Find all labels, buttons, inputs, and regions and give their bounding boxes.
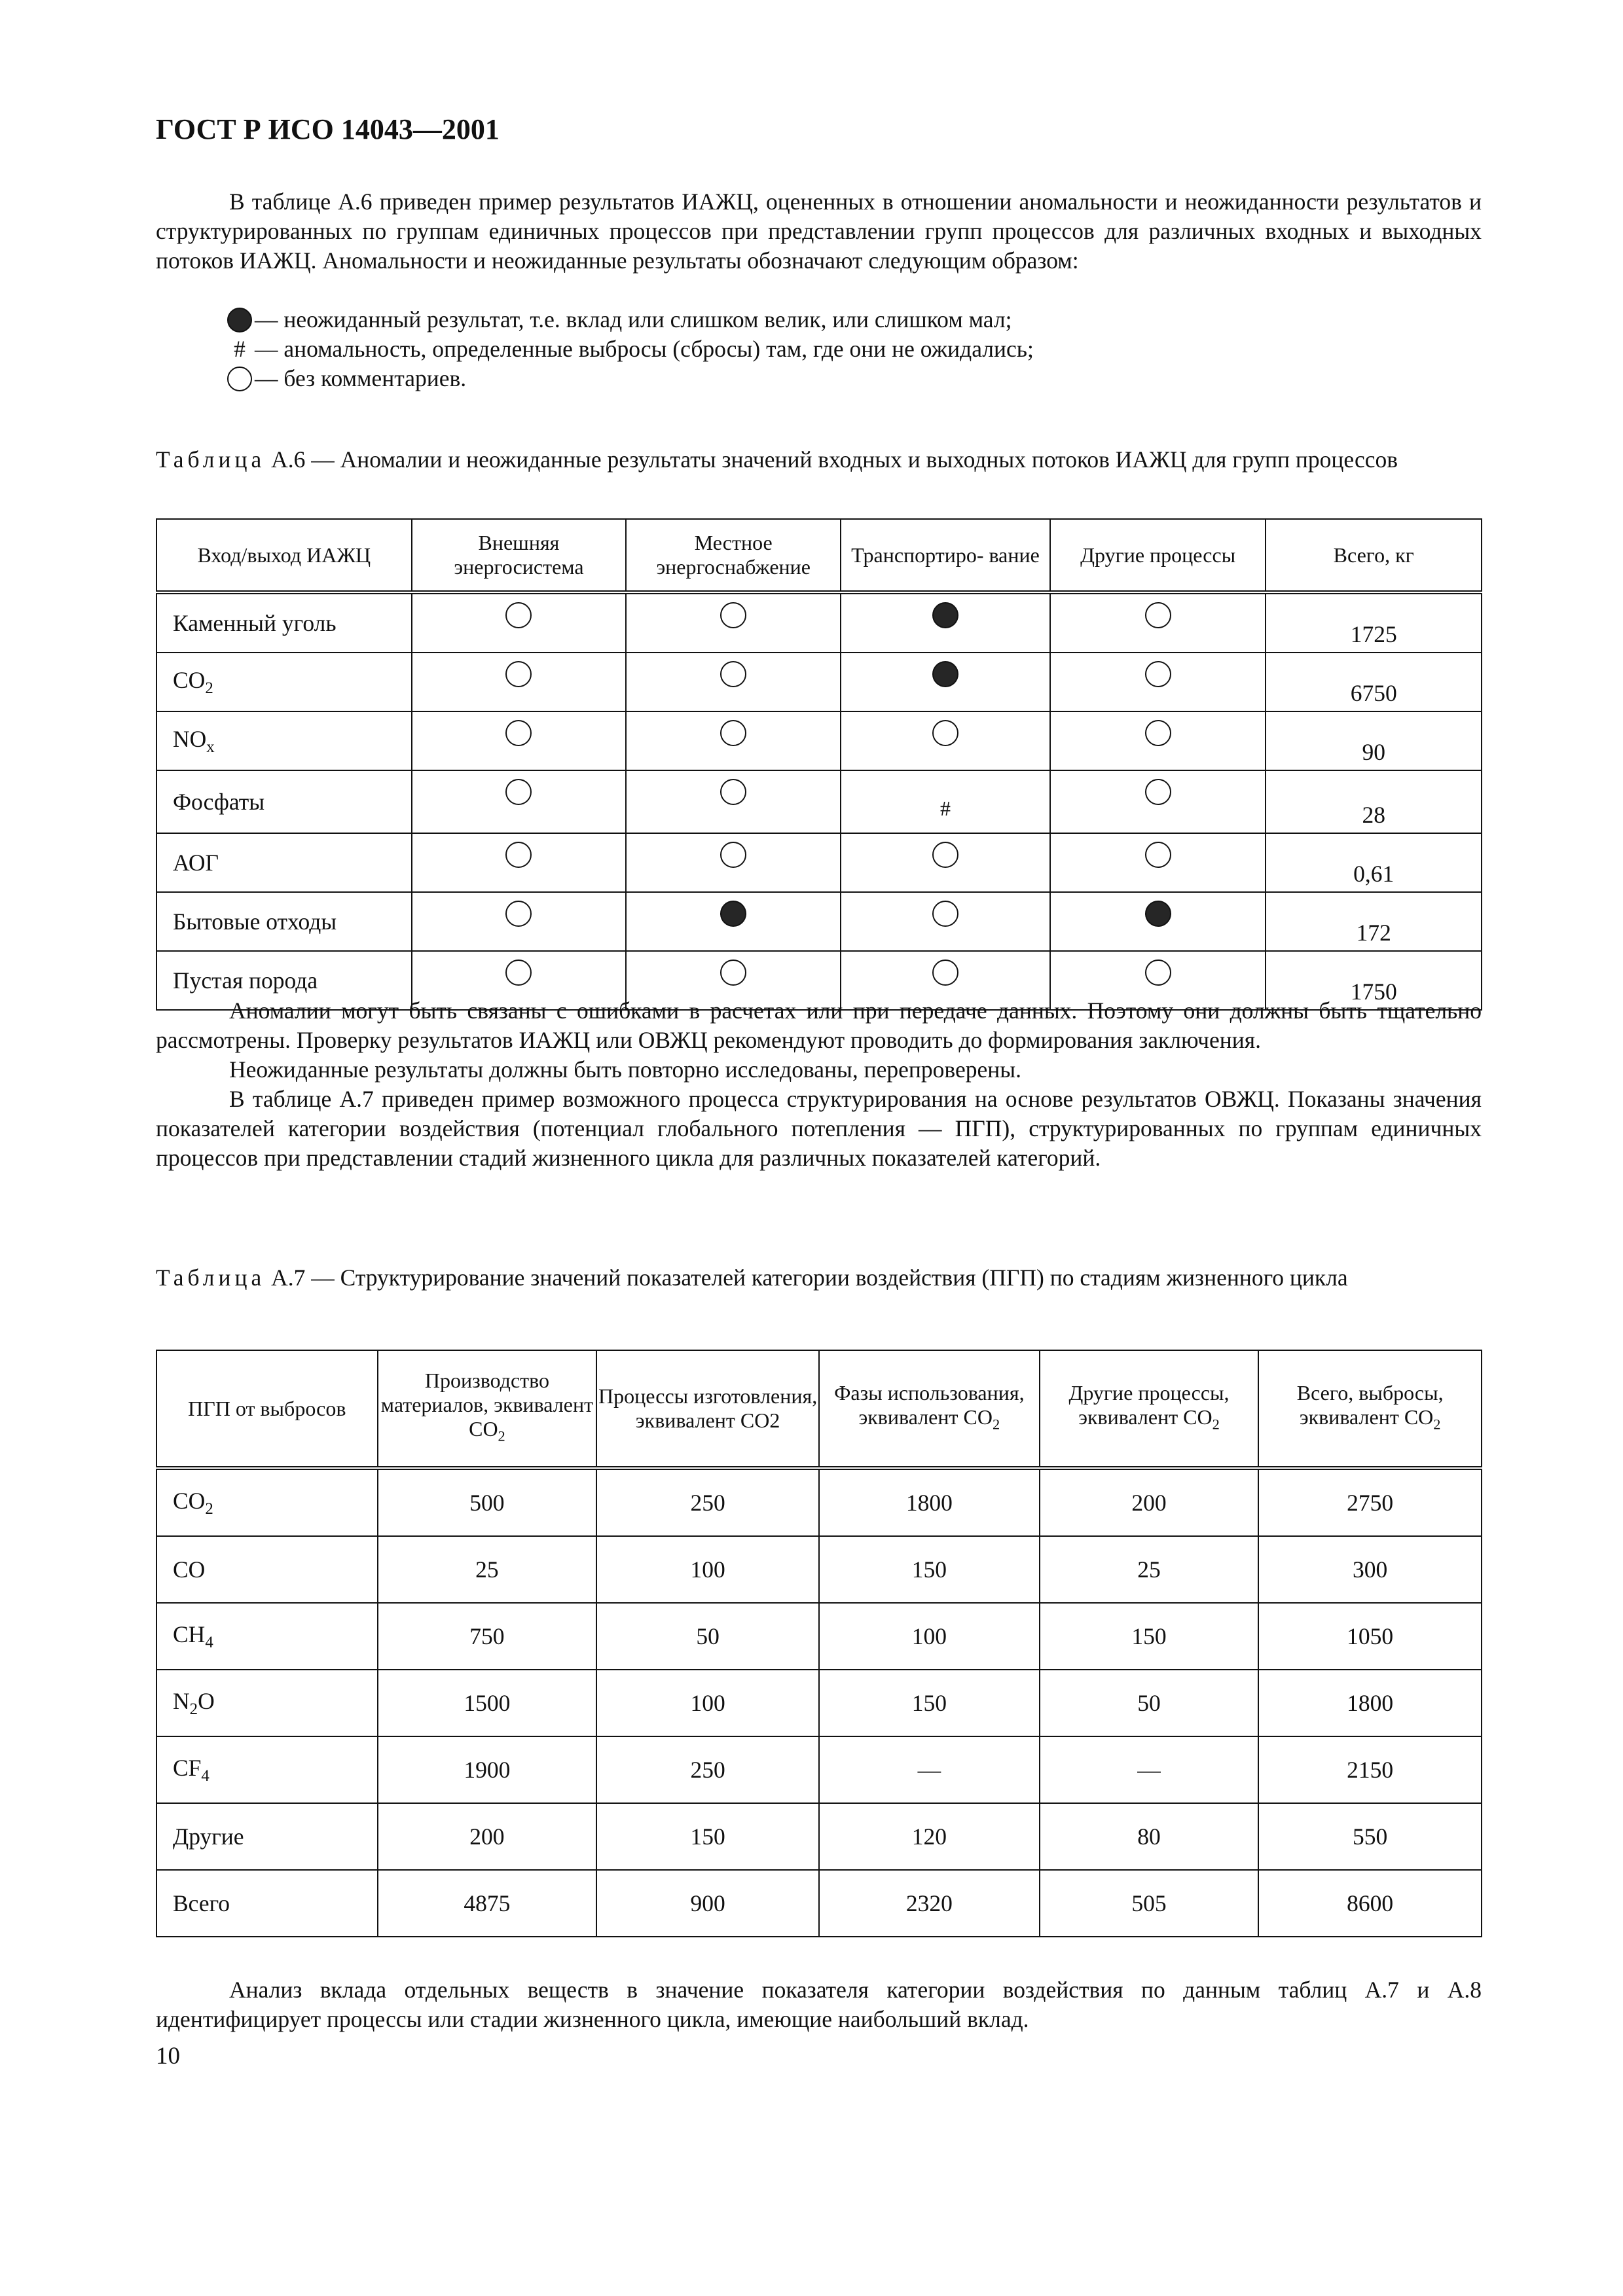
value-cell: 300 xyxy=(1258,1536,1482,1603)
row-label: АОГ xyxy=(156,833,412,892)
mark-cell xyxy=(841,833,1050,892)
table-row xyxy=(156,892,1482,951)
total-cell: 0,61 xyxy=(1266,833,1482,892)
value-cell: 750 xyxy=(378,1603,597,1670)
mark-cell xyxy=(412,892,627,951)
value-cell: 150 xyxy=(596,1803,819,1870)
open-circle-icon xyxy=(720,720,746,746)
total-cell: 90 xyxy=(1266,711,1482,770)
table7-header-cell: Производство материалов, эквивалент $CO_2$ xyxy=(378,1350,597,1468)
filled-circle-icon xyxy=(1145,901,1171,927)
table7 xyxy=(156,1350,1482,1937)
open-circle-icon xyxy=(720,842,746,868)
total-cell: 28 xyxy=(1266,770,1482,833)
value-cell: 1050 xyxy=(1258,1603,1482,1670)
value-cell: 2320 xyxy=(819,1870,1040,1937)
value-cell: 200 xyxy=(378,1803,597,1870)
mark-cell xyxy=(1050,711,1266,770)
value-cell: 25 xyxy=(378,1536,597,1603)
open-circle-icon xyxy=(932,842,958,868)
value-cell: 150 xyxy=(819,1536,1040,1603)
row-label: $CF_4$ xyxy=(156,1736,378,1803)
mark-cell xyxy=(1050,592,1266,653)
open-circle-icon xyxy=(932,960,958,986)
value-cell: 50 xyxy=(1040,1670,1259,1736)
table6-header-cell: Вход/выход ИАЖЦ xyxy=(156,519,412,592)
row-label: $NO_x$ xyxy=(156,711,412,770)
mark-cell xyxy=(841,892,1050,951)
mark-cell xyxy=(412,770,627,833)
open-circle-icon xyxy=(505,661,532,687)
mark-cell xyxy=(1050,833,1266,892)
hash-icon: # xyxy=(940,797,951,820)
value-cell: 100 xyxy=(596,1536,819,1603)
open-circle-icon xyxy=(932,901,958,927)
open-circle-icon xyxy=(1145,842,1171,868)
table7-caption-label: Таблица xyxy=(156,1265,266,1291)
mark-cell xyxy=(412,833,627,892)
open-circle-icon xyxy=(1145,602,1171,628)
row-label: Бытовые отходы xyxy=(156,892,412,951)
value-cell: 8600 xyxy=(1258,1870,1482,1937)
table6-header-row xyxy=(156,519,1482,592)
intro-paragraph-text: В таблице А.6 приведен пример результатов ИАЖЦ, оцененных в отношении аномальности и неожиданности результатов и структурированных по группам единичных процессов при представлении групп процессов для различных входных и выходных потоков ИАЖЦ. Аномальности и неожиданные результаты обозначают следующим образом: xyxy=(156,188,1482,274)
legend-row-hash xyxy=(225,334,1034,364)
total-cell: 6750 xyxy=(1266,653,1482,711)
legend-filled-text: — неожиданный результат, т.е. вклад или слишком велик, или слишком мал; xyxy=(255,306,1012,332)
table6-caption-label: Таблица xyxy=(156,446,266,473)
value-cell: 1800 xyxy=(1258,1670,1482,1736)
legend-row-filled xyxy=(225,305,1034,334)
table6-header-cell: Всего, кг xyxy=(1266,519,1482,592)
value-cell: — xyxy=(819,1736,1040,1803)
value-cell: 500 xyxy=(378,1468,597,1536)
table7-header-cell: Другие процессы, эквивалент $CO_2$ xyxy=(1040,1350,1259,1468)
open-circle-icon xyxy=(505,960,532,986)
mark-cell xyxy=(841,653,1050,711)
table7-caption xyxy=(156,1263,1482,1293)
row-label: $CO_2$ xyxy=(156,1468,378,1536)
mark-cell xyxy=(626,892,841,951)
table7-header-cell: ПГП от выбросов xyxy=(156,1350,378,1468)
open-circle-icon xyxy=(720,960,746,986)
value-cell: 2750 xyxy=(1258,1468,1482,1536)
open-circle-icon xyxy=(720,661,746,687)
value-cell: 250 xyxy=(596,1468,819,1536)
mark-cell xyxy=(1050,653,1266,711)
value-cell: 505 xyxy=(1040,1870,1259,1937)
value-cell: 25 xyxy=(1040,1536,1259,1603)
open-circle-icon xyxy=(720,779,746,805)
row-label: Пустая порода xyxy=(156,951,412,1010)
paragraph-2 xyxy=(156,996,1482,1173)
table7-header-cell: Всего, выбросы, эквивалент $CO_2$ xyxy=(1258,1350,1482,1468)
open-circle-icon xyxy=(505,779,532,805)
table-row xyxy=(156,1736,1482,1803)
value-cell: 900 xyxy=(596,1870,819,1937)
mark-cell xyxy=(841,770,1050,833)
table-row xyxy=(156,1603,1482,1670)
page-number: 10 xyxy=(156,2043,180,2070)
filled-circle-icon xyxy=(720,901,746,927)
open-circle-icon xyxy=(505,901,532,927)
hash-icon: # xyxy=(234,336,246,362)
paragraph-3-text: Анализ вклада отдельных веществ в значение показателя категории воздействия по данным таблиц А.7 и А.8 идентифицирует процессы или стадии жизненного цикла, имеющие наибольший вклад. xyxy=(156,1977,1482,2032)
table6-header-cell: Местное энергоснабжение xyxy=(626,519,841,592)
table7-header-row xyxy=(156,1350,1482,1468)
table6-caption-text: А.6 — Аномалии и неожиданные результаты значений входных и выходных потоков ИАЖЦ для групп процессов xyxy=(265,446,1398,473)
open-circle-icon xyxy=(505,720,532,746)
value-cell: 1500 xyxy=(378,1670,597,1736)
paragraph-2c: В таблице А.7 приведен пример возможного процесса структурирования на основе результатов ОВЖЦ. Показаны значения показателей категории воздействия (потенциал глобального потепления — ПГП), структурированных по группам единичных процессов при представлении стадий жизненного цикла для различных показателей категорий. xyxy=(156,1086,1482,1171)
table-row xyxy=(156,1468,1482,1536)
value-cell: 2150 xyxy=(1258,1736,1482,1803)
open-circle-icon xyxy=(1145,779,1171,805)
table6-header-cell: Внешняя энергосистема xyxy=(412,519,627,592)
paragraph-2b: Неожиданные результаты должны быть повторно исследованы, перепроверены. xyxy=(229,1056,1021,1083)
value-cell: 50 xyxy=(596,1603,819,1670)
value-cell: 100 xyxy=(819,1603,1040,1670)
open-circle-icon xyxy=(1145,960,1171,986)
paragraph-2a: Аномалии могут быть связаны с ошибками в расчетах или при передаче данных. Поэтому они должны быть тщательно рассмотрены. Проверку результатов ИАЖЦ или ОВЖЦ рекомендуют проводить до формирования заключения. xyxy=(156,997,1482,1053)
table7-header-cell: Процессы изготовления, эквивалент CO2 xyxy=(596,1350,819,1468)
filled-circle-icon xyxy=(932,602,958,628)
row-label: $CO_2$ xyxy=(156,653,412,711)
legend-hash-text: — аномальность, определенные выбросы (сбросы) там, где они не ожидались; xyxy=(255,336,1034,362)
table-row xyxy=(156,711,1482,770)
intro-paragraph xyxy=(156,187,1482,276)
table-row xyxy=(156,1870,1482,1937)
value-cell: 120 xyxy=(819,1803,1040,1870)
row-label: $CH_4$ xyxy=(156,1603,378,1670)
mark-cell xyxy=(626,653,841,711)
table6-header-cell: Транспортиро- вание xyxy=(841,519,1050,592)
mark-cell xyxy=(626,711,841,770)
filled-circle-icon xyxy=(227,308,252,332)
table-row xyxy=(156,653,1482,711)
table7-caption-text: А.7 — Структурирование значений показателей категории воздействия (ПГП) по стадиям жизненного цикла xyxy=(265,1265,1348,1291)
value-cell: 550 xyxy=(1258,1803,1482,1870)
open-circle-icon xyxy=(720,602,746,628)
value-cell: — xyxy=(1040,1736,1259,1803)
mark-cell xyxy=(841,711,1050,770)
table7-header-cell: Фазы использования, эквивалент $CO_2$ xyxy=(819,1350,1040,1468)
row-label: Другие xyxy=(156,1803,378,1870)
mark-cell xyxy=(841,592,1050,653)
open-circle-icon xyxy=(505,602,532,628)
table6 xyxy=(156,518,1482,1011)
paragraph-3 xyxy=(156,1975,1482,2034)
table-row xyxy=(156,1670,1482,1736)
table-row xyxy=(156,770,1482,833)
row-label: $N_2O$ xyxy=(156,1670,378,1736)
row-label: Всего xyxy=(156,1870,378,1937)
value-cell: 150 xyxy=(819,1670,1040,1736)
mark-cell xyxy=(626,592,841,653)
total-cell: 1725 xyxy=(1266,592,1482,653)
total-cell: 1750 xyxy=(1266,951,1482,1010)
value-cell: 100 xyxy=(596,1670,819,1736)
mark-cell xyxy=(412,653,627,711)
table6-caption xyxy=(156,445,1482,475)
legend-row-open xyxy=(225,364,1034,393)
filled-circle-icon xyxy=(932,661,958,687)
value-cell: 250 xyxy=(596,1736,819,1803)
open-circle-icon xyxy=(932,720,958,746)
mark-cell xyxy=(412,592,627,653)
mark-cell xyxy=(1050,892,1266,951)
open-circle-icon xyxy=(1145,720,1171,746)
row-label: CO xyxy=(156,1536,378,1603)
mark-cell xyxy=(1050,770,1266,833)
table-row xyxy=(156,1803,1482,1870)
mark-cell xyxy=(626,833,841,892)
row-label: Каменный уголь xyxy=(156,592,412,653)
value-cell: 80 xyxy=(1040,1803,1259,1870)
table6-header-cell: Другие процессы xyxy=(1050,519,1266,592)
table-row xyxy=(156,1536,1482,1603)
legend xyxy=(225,305,1034,393)
mark-cell xyxy=(626,770,841,833)
value-cell: 1900 xyxy=(378,1736,597,1803)
value-cell: 150 xyxy=(1040,1603,1259,1670)
open-circle-icon xyxy=(505,842,532,868)
row-label: Фосфаты xyxy=(156,770,412,833)
total-cell: 172 xyxy=(1266,892,1482,951)
open-circle-icon xyxy=(227,367,252,391)
value-cell: 200 xyxy=(1040,1468,1259,1536)
open-circle-icon xyxy=(1145,661,1171,687)
value-cell: 1800 xyxy=(819,1468,1040,1536)
value-cell: 4875 xyxy=(378,1870,597,1937)
mark-cell xyxy=(412,711,627,770)
legend-open-text: — без комментариев. xyxy=(255,365,467,391)
table-row xyxy=(156,833,1482,892)
document-header: ГОСТ Р ИСО 14043—2001 xyxy=(156,113,500,145)
table-row xyxy=(156,592,1482,653)
